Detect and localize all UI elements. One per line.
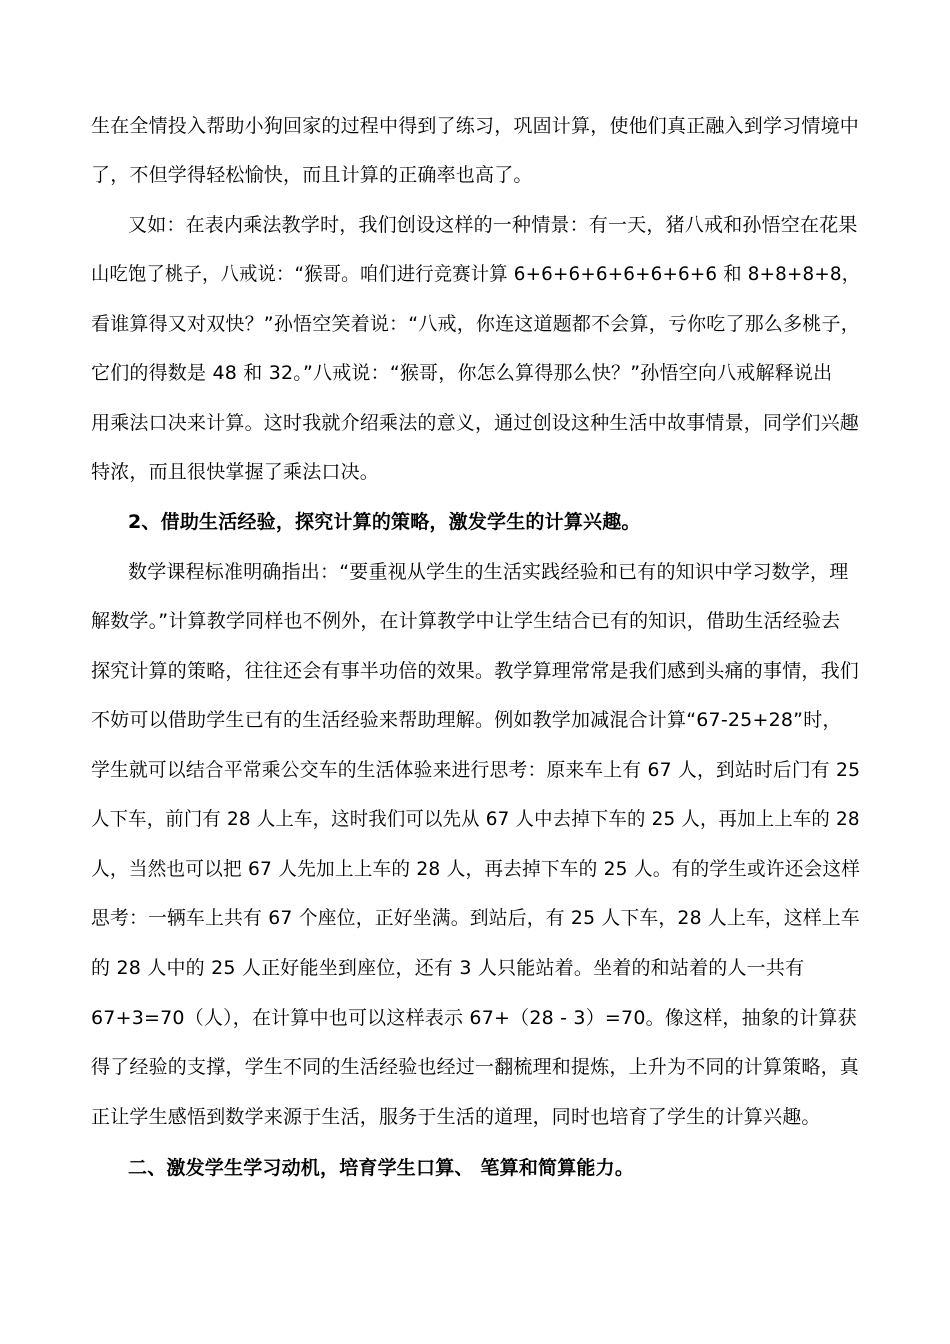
- body-text-line: 人，当然也可以把 67 人先加上上车的 28 人，再去掉下车的 25 人。有的学生或许还会这样: [91, 858, 861, 880]
- body-text-line: 生在全情投入帮助小狗回家的过程中得到了练习，巩固计算，使他们真正融入到学习情境中: [91, 115, 860, 137]
- section-heading: 二、激发学生学习动机，培育学生口算、 笔算和简算能力。: [128, 1157, 635, 1179]
- body-text-line: 的 28 人中的 25 人正好能坐到座位，还有 3 人只能站着。坐着的和站着的人一共有: [91, 957, 805, 979]
- body-text-line: 学生就可以结合平常乘公交车的生活体验来进行思考：原来车上有 67 人，到站时后门有 25: [91, 759, 861, 781]
- body-text-line: 67+3=70（人），在计算中也可以这样表示 67+（28 - 3）=70。像这样，抽象的计算获: [91, 1007, 857, 1029]
- paragraph-start-line: 数学课程标准明确指出：“要重视从学生的生活实践经验和已有的知识中学习数学，理: [128, 561, 849, 583]
- paragraph-start-line: 又如：在表内乘法教学时，我们创设这样的一种情景：有一天，猪八戒和孙悟空在花果: [128, 214, 858, 236]
- body-text-line: 不妨可以借助学生已有的生活经验来帮助理解。例如教学加减混合计算“67-25+28”时，: [91, 709, 842, 731]
- section-heading: 2、借助生活经验，探究计算的策略，激发学生的计算兴趣。: [128, 511, 641, 533]
- body-text-line: 思考：一辆车上共有 67 个座位，正好坐满。到站后，有 25 人下车，28 人上车，这样上车: [91, 907, 860, 929]
- body-text-line: 正让学生感悟到数学来源于生活，服务于生活的道理，同时也培育了学生的计算兴趣。: [91, 1106, 821, 1128]
- body-text-line: 了，不但学得轻松愉快，而且计算的正确率也高了。: [91, 164, 533, 186]
- body-text-line: 特浓，而且很快掌握了乘法口决。: [91, 461, 380, 483]
- body-text-line: 用乘法口决来计算。这时我就介绍乘法的意义，通过创设这种生活中故事情景，同学们兴趣: [91, 412, 860, 434]
- body-text-line: 它们的得数是 48 和 32。”八戒说：“猴哥，你怎么算得那么快？”孙悟空向八戒解释说出: [91, 362, 833, 384]
- body-text-line: 解数学。”计算教学同样也不例外，在计算教学中让学生结合已有的知识，借助生活经验去: [91, 610, 841, 632]
- body-text-line: 山吃饱了桃子，八戒说：“猴哥。咱们进行竞赛计算 6+6+6+6+6+6+6+6 和 8+8+8+8，: [91, 263, 861, 285]
- body-text-line: 人下车，前门有 28 人上车，这时我们可以先从 67 人中去掉下车的 25 人，再加上上车的 28: [91, 808, 860, 830]
- body-text-line: 探究计算的策略，往往还会有事半功倍的效果。教学算理常常是我们感到头痛的事情，我们: [91, 660, 860, 682]
- body-text-line: 看谁算得又对双快？”孙悟空笑着说：“八戒，你连这道题都不会算，亏你吃了那么多桃子，: [91, 313, 860, 335]
- body-text-line: 得了经验的支撑，学生不同的生活经验也经过一翻梳理和提炼，上升为不同的计算策略，真: [91, 1056, 860, 1078]
